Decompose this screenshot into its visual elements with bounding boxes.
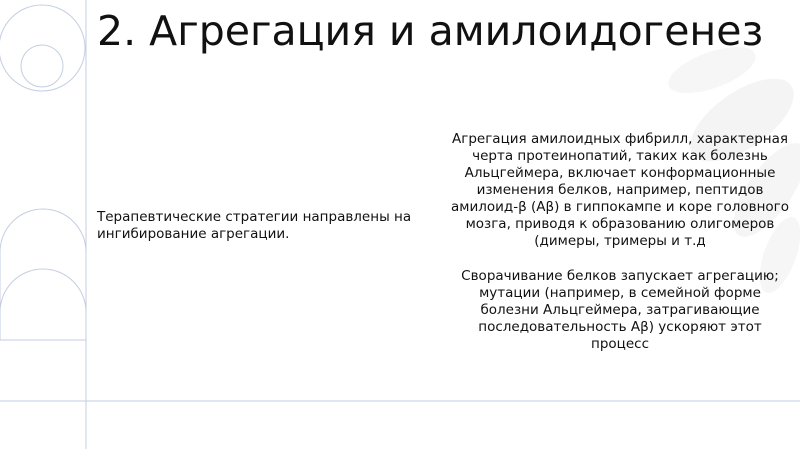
lower-arch-decoration (0, 269, 86, 340)
upper-arch-decoration (0, 209, 86, 340)
left-text-block: Терапевтические стратегии направлены на ингибирование агрегации. (97, 209, 412, 242)
slide-title: 2. Агрегация и амилоидогенез (97, 7, 764, 55)
right-paragraph-aggregation: Агрегация амилоидных фибрилл, характерная черта протеинопатий, таких как болезнь Альцгеймера, включает конформационные изменения белков, например, пептидов амилоид-β (Aβ) в гиппокампе и коре головного мозга, приводя к образованию олигомеров (димеры, тримеры и т.д (450, 131, 790, 249)
right-text-column (448, 131, 792, 353)
large-circle-decoration (0, 5, 85, 91)
small-circle-decoration (21, 45, 63, 87)
right-paragraph-folding: Сворачивание белков запускает агрегацию; мутации (например, в семейной форме болезни Альцгеймера, затрагивающие последовательность Aβ) ускоряют этот процесс (461, 268, 779, 352)
